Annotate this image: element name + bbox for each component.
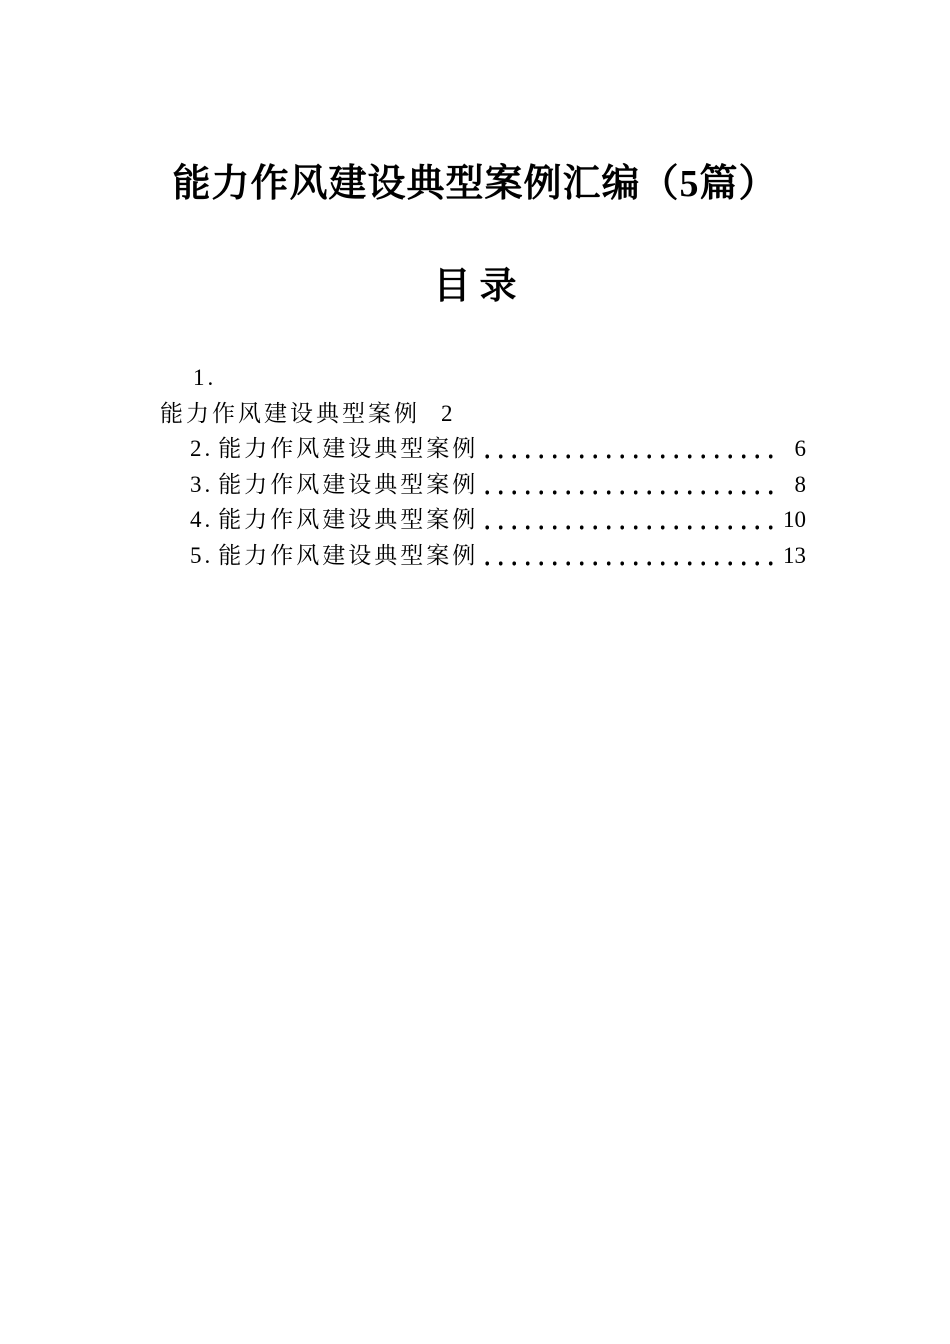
toc-entries [160,431,806,573]
toc-entry-page: 8 [794,471,806,497]
toc-entry[interactable] [160,502,806,538]
dot-leader [485,538,778,574]
toc-entry-number: 4. [190,507,214,532]
table-of-contents [160,360,806,573]
toc-heading: 目录 [433,266,526,307]
toc-entry-title: 能力作风建设典型案例 [218,507,479,532]
toc-entry[interactable] [160,538,806,574]
dot-leader [485,502,778,538]
toc-entry-title: 能力作风建设典型案例 [218,542,479,568]
toc-entry-1-title-line[interactable] [160,396,806,432]
toc-entry-page: 2 [441,400,453,426]
toc-entry-1-number-line[interactable] [160,360,806,396]
toc-entry-title: 能力作风建设典型案例 [218,436,479,461]
dot-leader [485,431,778,467]
toc-entry-page: 10 [783,507,806,532]
toc-entry-number: 2. [190,436,214,461]
dot-leader [485,467,778,503]
toc-entry-number: 5. [190,542,214,568]
document-title: 能力作风建设典型案例汇编（5篇） [172,163,778,205]
toc-entry-title: 能力作风建设典型案例 [218,471,479,497]
toc-entry-number: 1. [193,365,217,390]
toc-entry-page: 13 [783,542,806,568]
toc-entry-title: 能力作风建设典型案例 [160,400,420,426]
toc-entry-page: 6 [794,436,806,461]
toc-entry[interactable] [160,467,806,503]
toc-entry-number: 3. [190,471,214,497]
toc-entry[interactable] [160,431,806,467]
